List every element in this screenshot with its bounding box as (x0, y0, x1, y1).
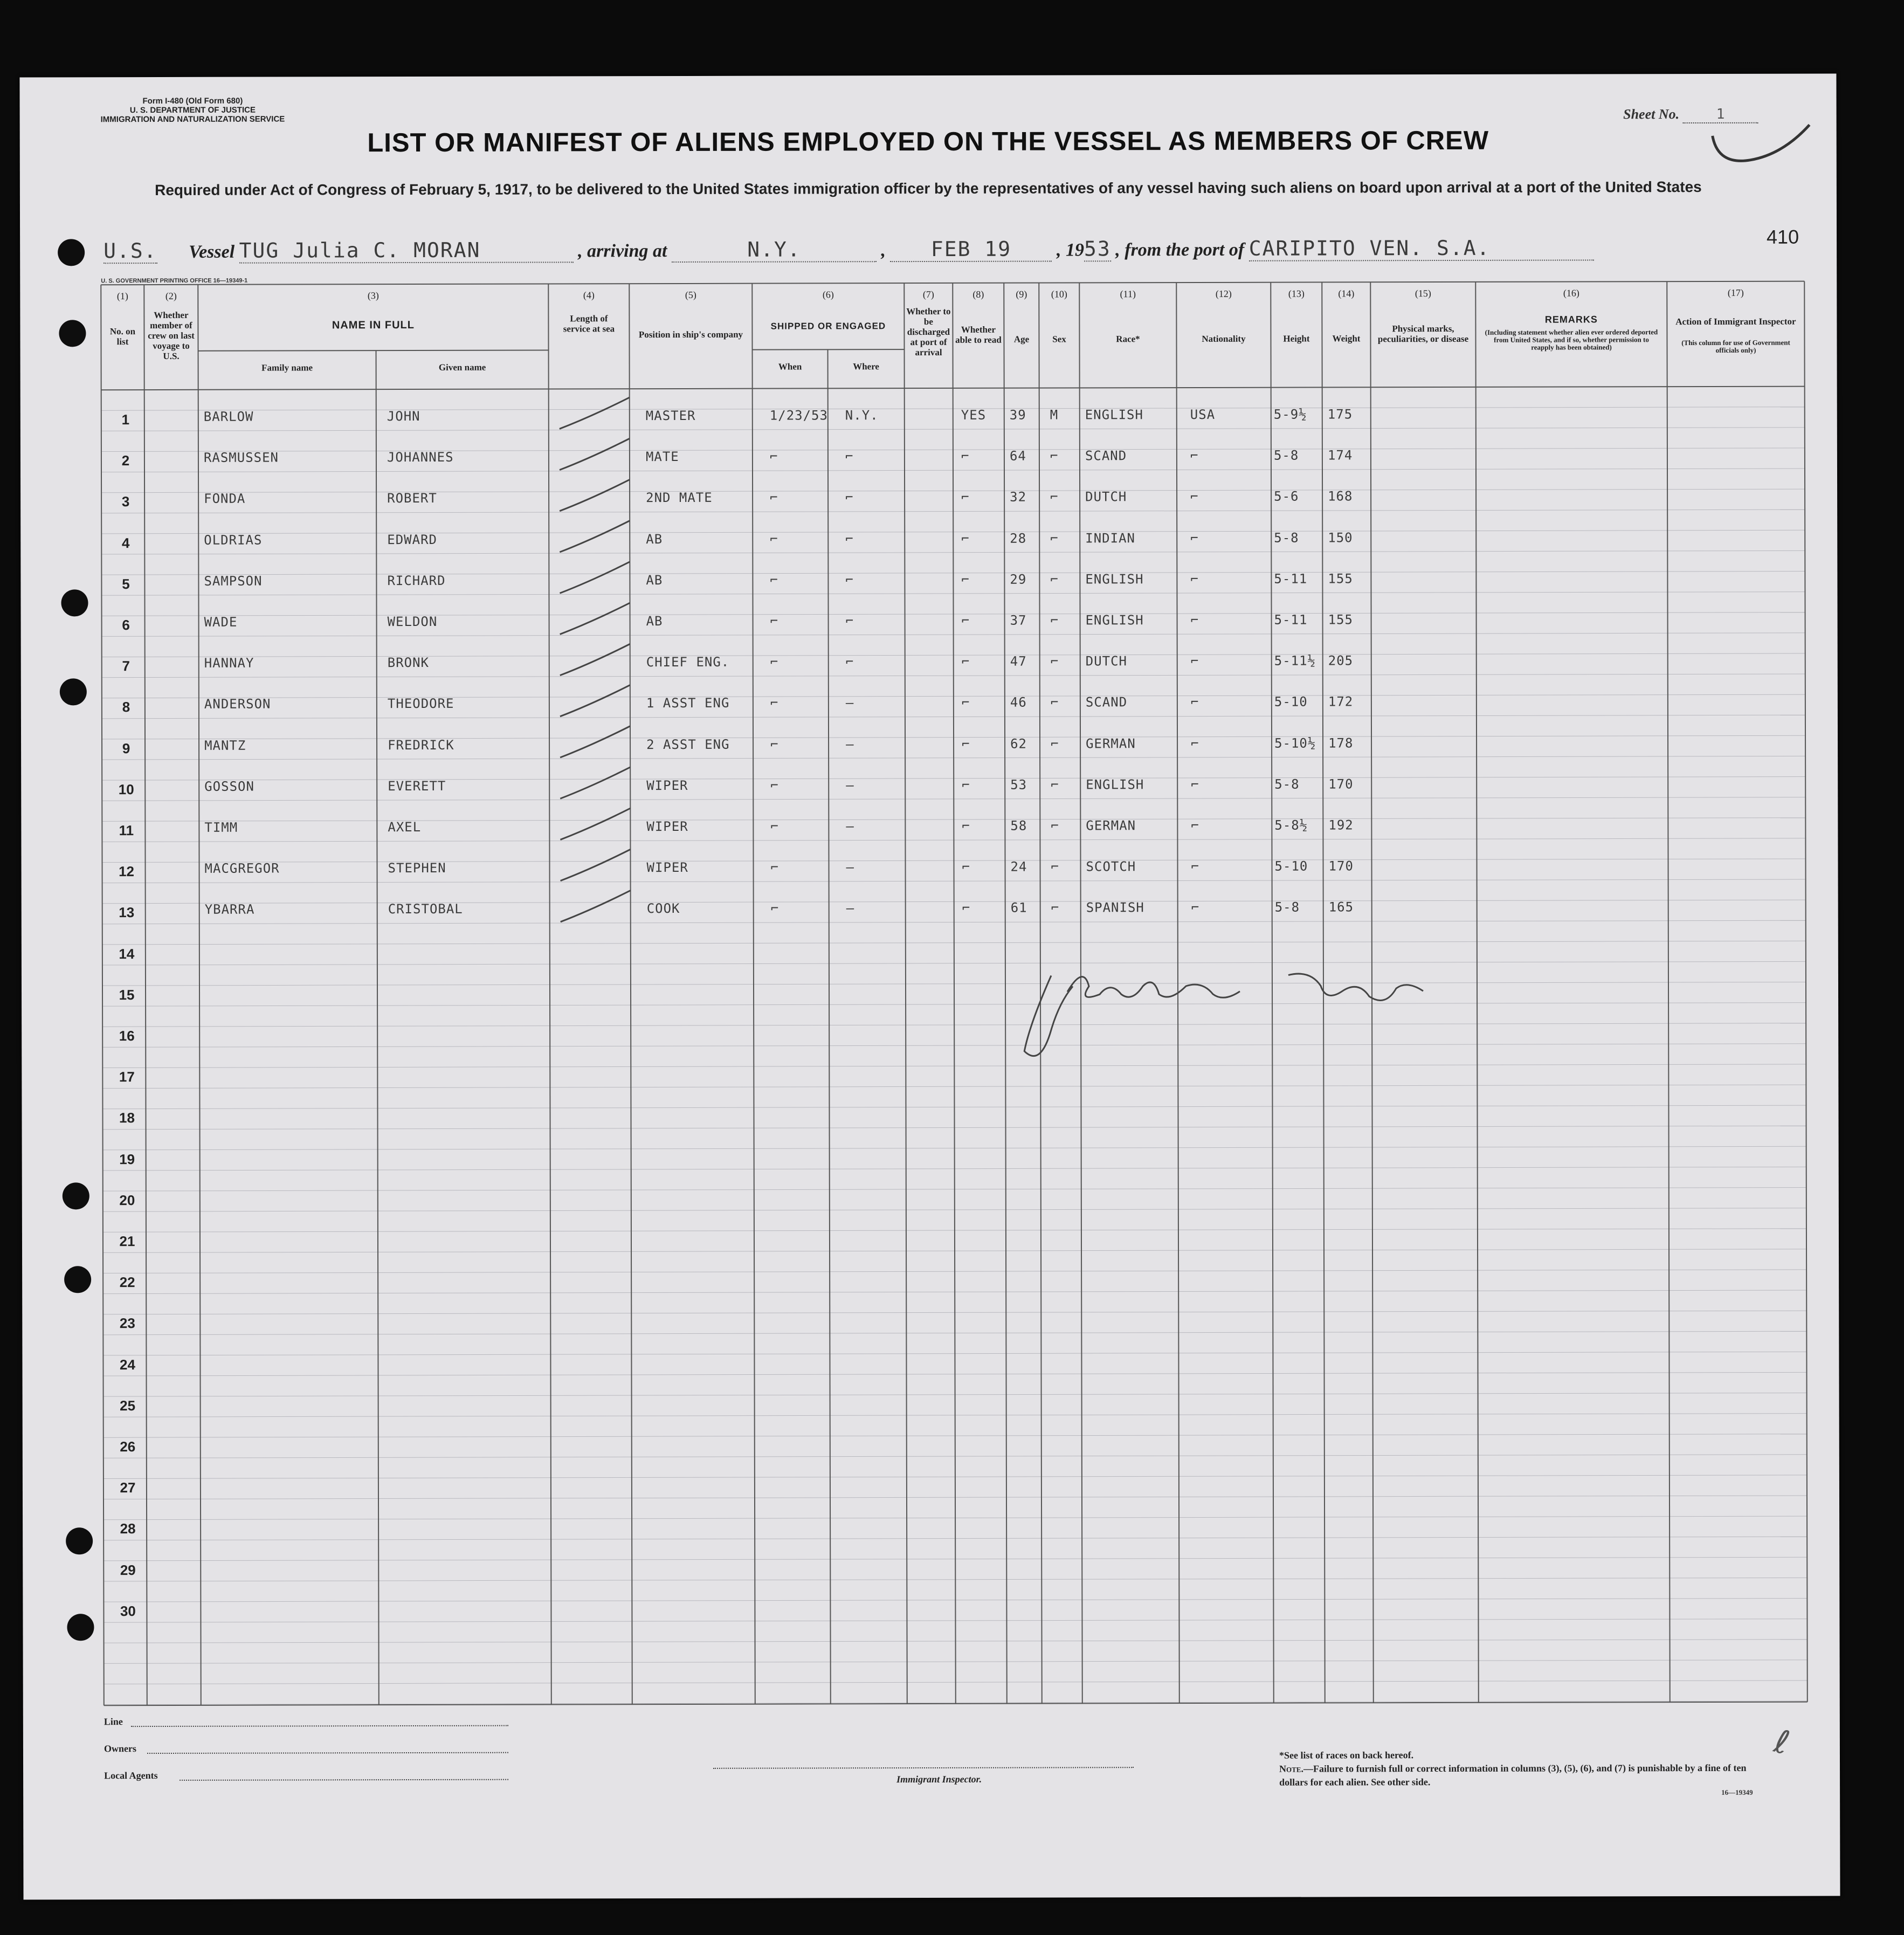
row-number: 27 (120, 1479, 136, 1496)
service-stroke (560, 480, 630, 511)
age-cell: 47 (1010, 653, 1027, 669)
row-number: 11 (119, 822, 134, 839)
family-name-cell: TIMM (204, 820, 238, 835)
local-agents-label: Local Agents (104, 1770, 158, 1781)
row-number: 19 (119, 1151, 135, 1167)
gpo-line: U. S. GOVERNMENT PRINTING OFFICE 16—19349-1 (101, 277, 248, 285)
able-to-read-cell: ⌐ (961, 449, 970, 464)
shipped-where-cell: – (845, 695, 854, 711)
col-num: (7) (922, 288, 934, 300)
col-header-remarks-note: (Including statement whether alien ever ordered deported from United States, and if so, whether permission to reapply has been obtained) (1485, 328, 1658, 352)
shipped-where-cell: ⌐ (845, 490, 854, 505)
col-num: (17) (1727, 287, 1744, 298)
able-to-read-cell: ⌐ (962, 900, 971, 916)
weight-cell: 165 (1328, 899, 1354, 915)
shipped-when-cell: ⌐ (770, 736, 779, 752)
stamp-number: 410 (1766, 225, 1799, 248)
sex-cell: ⌐ (1050, 612, 1059, 628)
age-cell: 29 (1010, 571, 1027, 587)
shipped-where-cell: – (846, 777, 854, 793)
sex-cell: ⌐ (1050, 694, 1059, 710)
family-name-cell: HANNAY (204, 655, 254, 671)
row-number: 25 (120, 1397, 136, 1414)
position-cell: MASTER (645, 408, 696, 424)
page-subtitle: Required under Act of Congress of February 5, 1917, to be delivered to the United States immigration officer by the representatives of any vessel having such aliens on board upon arrival at a port of the United States (155, 178, 1702, 199)
row-number: 16 (119, 1028, 135, 1044)
weight-cell: 192 (1328, 817, 1354, 833)
height-cell: 5-8 (1274, 530, 1299, 546)
position-cell: WIPER (646, 860, 688, 876)
able-to-read-cell: ⌐ (961, 490, 970, 505)
nationality-cell: ⌐ (1191, 900, 1200, 915)
row-number: 17 (119, 1069, 135, 1085)
service-stroke (560, 603, 630, 634)
given-name-cell: BRONK (387, 655, 430, 671)
form-number: 16—19349 (1721, 1788, 1753, 1796)
family-name-cell: ANDERSON (204, 696, 271, 712)
weight-cell: 168 (1328, 488, 1353, 504)
row-number: 18 (119, 1110, 135, 1126)
col-header-shipped: SHIPPED OR ENGAGED (770, 321, 886, 332)
col-num: (6) (822, 289, 834, 300)
col-header-physical: Physical marks, peculiarities, or disease (1377, 323, 1469, 345)
shipped-when-cell: ⌐ (770, 654, 779, 670)
position-cell: MATE (645, 449, 679, 465)
height-cell: 5-6 (1274, 488, 1299, 505)
shipped-where-cell: – (846, 736, 854, 752)
service-stroke (561, 891, 631, 922)
position-cell: WIPER (646, 777, 688, 793)
shipped-when-cell: ⌐ (770, 613, 779, 629)
race-cell: GERMAN (1086, 735, 1136, 751)
row-number: 7 (122, 658, 130, 674)
row-number: 21 (119, 1233, 135, 1250)
height-cell: 5-8 (1274, 899, 1300, 915)
service-stroke (560, 562, 630, 593)
height-cell: 5-8½ (1274, 817, 1308, 833)
shipped-when-cell: ⌐ (770, 572, 778, 588)
sheet-value: 1 (1683, 106, 1758, 123)
col-header-height: Height (1283, 333, 1310, 344)
row-number: 26 (120, 1438, 136, 1455)
footer-note (1279, 1748, 1775, 1789)
height-cell: 5-10½ (1274, 735, 1316, 751)
family-name-cell: SAMPSON (204, 573, 263, 589)
inspector-label: Immigrant Inspector. (896, 1773, 982, 1785)
weight-cell: 150 (1328, 529, 1353, 546)
vessel-label: Vessel (189, 242, 235, 262)
col-header-nationality: Nationality (1202, 333, 1246, 344)
vessel-name: TUG Julia C. MORAN (239, 238, 574, 263)
sex-cell: ⌐ (1051, 736, 1059, 752)
row-number: 2 (121, 452, 130, 469)
weight-cell: 174 (1327, 447, 1353, 463)
shipped-when-cell: ⌐ (769, 449, 778, 464)
family-name-cell: MACGREGOR (204, 860, 280, 877)
shipped-where-cell: – (846, 818, 854, 834)
weight-cell: 175 (1327, 407, 1353, 422)
row-number: 29 (120, 1561, 136, 1578)
col-header-where: Where (853, 361, 880, 372)
service-stroke (560, 767, 630, 798)
note-label: Note. (1279, 1763, 1304, 1774)
row-number: 3 (121, 493, 130, 510)
shipped-where-cell: – (846, 900, 855, 916)
note-text: —Failure to furnish full or correct information in columns (3), (5), (6), and (7) is punishable by a fine of ten dollars for each alien. See other side. (1279, 1762, 1747, 1788)
given-name-cell: STEPHEN (388, 860, 446, 876)
col-header-member: Whether member of crew on last voyage to U.S. (148, 309, 195, 361)
owners-label: Owners (104, 1743, 136, 1754)
from-label: , from the port of (1115, 239, 1245, 260)
age-cell: 58 (1010, 818, 1027, 834)
shipped-when-cell: ⌐ (770, 900, 779, 917)
nationality-cell: ⌐ (1190, 653, 1199, 669)
row-number: 30 (120, 1602, 136, 1619)
row-number: 15 (119, 986, 135, 1003)
race-cell: DUTCH (1085, 489, 1127, 505)
height-cell: 5-11½ (1274, 653, 1316, 669)
nationality-cell: ⌐ (1191, 817, 1199, 833)
height-cell: 5-10 (1274, 694, 1308, 710)
sheet-label: Sheet No. (1623, 106, 1680, 122)
col-header-given-name: Given name (438, 362, 486, 373)
col-header-age: Age (1013, 334, 1030, 345)
col-header-discharged: Whether to be discharged at port of arrival (906, 306, 951, 358)
row-number: 5 (122, 575, 130, 592)
nationality-cell: ⌐ (1191, 776, 1199, 792)
position-cell: CHIEF ENG. (646, 654, 730, 670)
family-name-cell: WADE (204, 614, 238, 630)
sex-cell: ⌐ (1050, 653, 1059, 669)
age-cell: 61 (1010, 900, 1027, 916)
position-cell: AB (646, 614, 663, 629)
nationality-cell: ⌐ (1190, 448, 1199, 464)
nationality-cell: ⌐ (1190, 530, 1199, 546)
service-stroke (560, 726, 630, 758)
position-cell: WIPER (646, 818, 688, 835)
sex-cell: ⌐ (1051, 777, 1059, 793)
row-number: 23 (119, 1315, 135, 1332)
row-number: 9 (122, 740, 130, 756)
given-name-cell: THEODORE (387, 696, 454, 712)
height-cell: 5-9½ (1273, 407, 1307, 422)
race-cell: DUTCH (1085, 653, 1128, 669)
col-header-read: Whether able to read (955, 324, 1002, 345)
row-number: 20 (119, 1192, 135, 1208)
col-header-race: Race* (1116, 334, 1140, 345)
race-cell: GERMAN (1086, 818, 1136, 834)
col-num: (15) (1415, 288, 1431, 299)
weight-cell: 178 (1328, 735, 1354, 751)
col-num: (9) (1016, 288, 1027, 300)
col-num: (14) (1338, 288, 1355, 299)
service-stroke (560, 685, 630, 717)
shipped-when-cell: 1/23/53 (769, 408, 828, 423)
service-stroke (560, 644, 630, 675)
given-name-cell: AXEL (388, 819, 422, 835)
form-id-line: Form I-480 (Old Form 680) (142, 96, 243, 106)
vessel-prefix: U.S. (104, 238, 157, 263)
family-name-cell: FONDA (204, 491, 246, 507)
age-cell: 64 (1009, 448, 1026, 464)
shipped-when-cell: ⌐ (770, 859, 779, 875)
family-name-cell: YBARRA (204, 902, 255, 918)
col-header-name: NAME IN FULL (332, 319, 415, 332)
col-header-when: When (778, 361, 802, 372)
family-name-cell: MANTZ (204, 738, 246, 753)
line-label: Line (104, 1716, 123, 1727)
shipped-when-cell: ⌐ (770, 777, 779, 793)
arriving-at: N.Y. (672, 237, 877, 263)
position-cell: 1 ASST ENG (646, 696, 730, 711)
height-cell: 5-8 (1273, 447, 1299, 463)
nationality-cell: ⌐ (1191, 735, 1199, 751)
row-number: 24 (119, 1356, 135, 1373)
col-header-position: Position in ship's company (638, 329, 743, 340)
col-header-family-name: Family name (261, 362, 313, 373)
given-name-cell: FREDRICK (388, 737, 454, 753)
col-num: (12) (1215, 288, 1232, 299)
age-cell: 28 (1010, 531, 1027, 546)
nationality-cell: ⌐ (1190, 489, 1199, 505)
sex-cell: ⌐ (1051, 818, 1059, 834)
sex-cell: M (1050, 407, 1059, 423)
service-stroke (560, 849, 630, 880)
able-to-read-cell: ⌐ (962, 859, 971, 875)
family-name-cell: OLDRIAS (204, 532, 263, 548)
shipped-where-cell: ⌐ (845, 613, 854, 629)
nationality-cell: ⌐ (1191, 859, 1200, 874)
shipped-where-cell: – (846, 859, 855, 875)
service-stroke (560, 438, 630, 470)
race-cell: INDIAN (1085, 530, 1135, 546)
row-number: 8 (122, 699, 130, 715)
race-cell: ENGLISH (1086, 776, 1144, 793)
arriving-label: , arriving at (578, 241, 667, 261)
col-num: (5) (685, 289, 696, 300)
race-cell: SCOTCH (1086, 859, 1136, 874)
shipped-where-cell: ⌐ (845, 654, 854, 670)
race-cell: SCAND (1085, 448, 1127, 464)
arrival-date: FEB 19 (890, 237, 1052, 263)
nationality-cell: ⌐ (1190, 612, 1199, 628)
sex-cell: ⌐ (1050, 448, 1059, 464)
race-cell: SCAND (1085, 694, 1128, 710)
able-to-read-cell: ⌐ (962, 736, 970, 752)
race-cell: SPANISH (1086, 900, 1144, 915)
sex-cell: ⌐ (1051, 900, 1060, 915)
weight-cell: 155 (1328, 571, 1353, 587)
weight-cell: 205 (1328, 653, 1354, 669)
col-num: (13) (1288, 288, 1305, 299)
col-header-weight: Weight (1332, 333, 1361, 344)
row-number: 4 (122, 534, 130, 551)
col-header-action: Action of Immigrant Inspector (1675, 316, 1796, 327)
row-number: 6 (122, 617, 130, 633)
age-cell: 46 (1010, 695, 1027, 711)
page-title: LIST OR MANIFEST OF ALIENS EMPLOYED ON THE VESSEL AS MEMBERS OF CREW (367, 126, 1489, 158)
nationality-cell: ⌐ (1190, 571, 1199, 587)
form-id-line: U. S. DEPARTMENT OF JUSTICE (129, 105, 256, 115)
given-name-cell: RICHARD (387, 573, 446, 588)
form-id-line: IMMIGRATION AND NATURALIZATION SERVICE (100, 114, 285, 125)
given-name-cell: JOHN (387, 408, 420, 424)
position-cell: 2ND MATE (646, 490, 713, 506)
position-cell: AB (646, 531, 663, 547)
sex-cell: ⌐ (1050, 531, 1059, 546)
service-stroke (560, 397, 630, 429)
service-strokes (19, 73, 1840, 1899)
signature (1008, 942, 1440, 1073)
able-to-read-cell: ⌐ (961, 612, 970, 628)
corner-mark: ℓ (1770, 1722, 1793, 1762)
row-number: 28 (120, 1520, 136, 1537)
shipped-where-cell: ⌐ (845, 572, 854, 588)
row-number: 12 (119, 863, 135, 880)
given-name-cell: EVERETT (388, 778, 446, 794)
weight-cell: 172 (1328, 694, 1354, 710)
sex-cell: ⌐ (1051, 859, 1060, 874)
given-name-cell: CRISTOBAL (388, 901, 463, 917)
height-cell: 5-10 (1274, 858, 1308, 874)
row-number: 1 (121, 411, 130, 428)
col-num: (8) (972, 288, 984, 300)
service-stroke (560, 808, 630, 839)
able-to-read-cell: ⌐ (962, 818, 970, 834)
col-num: (1) (116, 291, 128, 302)
able-to-read-cell: ⌐ (961, 531, 970, 546)
height-cell: 5-8 (1274, 776, 1300, 792)
manifest-sheet (19, 73, 1840, 1899)
given-name-cell: EDWARD (387, 532, 437, 547)
shipped-where-cell: ⌐ (845, 449, 854, 464)
col-header-sex: Sex (1052, 334, 1066, 345)
from-port: CARIPITO VEN. S.A. (1249, 236, 1594, 261)
able-to-read-cell: ⌐ (961, 654, 970, 670)
race-cell: ENGLISH (1085, 612, 1144, 628)
col-header-remarks: REMARKS (1544, 314, 1598, 325)
weight-cell: 170 (1328, 858, 1354, 874)
age-cell: 24 (1010, 859, 1027, 874)
family-name-cell: RASMUSSEN (203, 450, 279, 466)
age-cell: 37 (1010, 612, 1027, 628)
col-num: (3) (367, 290, 379, 301)
weight-cell: 155 (1328, 612, 1353, 628)
race-note: *See list of races on back hereof. (1279, 1750, 1414, 1761)
vessel-line: U.S. Vessel TUG Julia C. MORAN , arriving at N.Y. , FEB 19 , 1953 , from the port of CARIPITO VEN. S.A. (104, 236, 1694, 264)
position-cell: 2 ASST ENG (646, 736, 730, 752)
weight-cell: 170 (1328, 776, 1354, 792)
race-cell: ENGLISH (1085, 407, 1143, 423)
given-name-cell: WELDON (387, 614, 438, 630)
arrival-year: 53 (1084, 237, 1111, 261)
age-cell: 62 (1010, 736, 1027, 752)
position-cell: COOK (646, 901, 680, 917)
col-num: (10) (1051, 288, 1067, 300)
shipped-when-cell: ⌐ (770, 490, 778, 506)
sex-cell: ⌐ (1050, 489, 1059, 505)
shipped-when-cell: ⌐ (770, 695, 779, 711)
col-header-action-note: (This column for use of Government officials only) (1681, 338, 1790, 354)
col-num: (2) (165, 290, 177, 301)
age-cell: 39 (1009, 407, 1026, 423)
family-name-cell: BARLOW (203, 409, 254, 424)
shipped-where-cell: ⌐ (845, 531, 854, 546)
able-to-read-cell: ⌐ (961, 571, 970, 587)
race-cell: ENGLISH (1085, 571, 1144, 587)
able-to-read-cell: ⌐ (962, 777, 970, 793)
col-header-no: No. on list (109, 326, 136, 347)
able-to-read-cell: YES (961, 407, 987, 423)
col-header-length-service: Length of service at sea (563, 313, 615, 334)
position-cell: AB (646, 572, 663, 588)
sex-cell: ⌐ (1050, 571, 1059, 587)
col-num: (16) (1563, 287, 1579, 299)
service-stroke (560, 521, 630, 552)
shipped-when-cell: ⌐ (770, 531, 778, 547)
family-name-cell: GOSSON (204, 779, 254, 794)
given-name-cell: ROBERT (387, 491, 437, 506)
row-number: 22 (119, 1274, 135, 1291)
nationality-cell: USA (1190, 407, 1216, 422)
row-number: 14 (119, 945, 135, 962)
nationality-cell: ⌐ (1190, 694, 1199, 710)
year-prefix: , 19 (1056, 240, 1085, 260)
row-number: 13 (119, 904, 135, 921)
able-to-read-cell: ⌐ (961, 695, 970, 711)
shipped-when-cell: ⌐ (770, 818, 779, 834)
height-cell: 5-11 (1274, 612, 1308, 628)
age-cell: 32 (1010, 490, 1027, 505)
row-number: 10 (118, 781, 134, 797)
height-cell: 5-11 (1274, 571, 1308, 587)
col-num: (4) (583, 290, 595, 301)
given-name-cell: JOHANNES (387, 450, 454, 465)
col-num: (11) (1120, 288, 1136, 300)
age-cell: 53 (1010, 777, 1027, 793)
shipped-where-cell: N.Y. (845, 408, 879, 423)
